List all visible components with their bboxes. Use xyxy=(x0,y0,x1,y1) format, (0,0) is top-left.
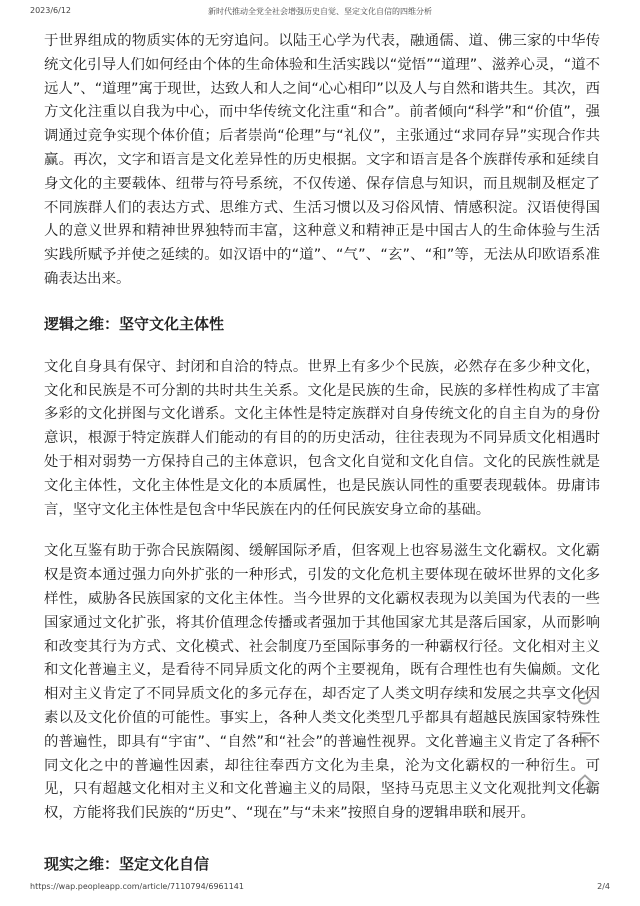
print-title: 新时代推动全党全社会增强历史自觉、坚定文化自信的四维分析 xyxy=(208,7,432,16)
article-paragraph: 文化互鉴有助于弥合民族隔阂、缓解国际矛盾，但客观上也容易滋生文化霸权。文化霸权是资本通过强力向外扩张的一种形式，引发的文化危机主要体现在破坏世界的文化多样性，威胁各民族国家的文化主体性。当今世界的文化霸权表现为以美国为代表的一些国家通过文化扩张，将其价值理念传播或者强加于其他国家尤其是落后国家，从而影响和改变其行为方式、文化模式、社会制度乃至国际事务的一种霸权行径。文化相对主义和文化普遍主义，是看待不同异质文化的两个主要视角，既有合理性也有失偏颇。文化相对主义肯定了不同异质文化的多元存在，却否定了人类文明存续和发展之共享文化因素以及文化价值的可能性。事实上，各种人类文化类型几乎都具有超越民族国家特殊性的普遍性，即具有“宇宙”、“自然”和“社会”的普遍性视界。文化普遍主义肯定了各种不同文化之中的普遍性因素，却往往奉西方文化为圭臬，沦为文化霸权的一种衍生。可见，只有超越文化相对主义和文化普遍主义的局限，坚持马克思主义文化观批判文化霸权，方能将我们民族的“历史”、“现在”与“未来”按照自身的逻辑串联和展开。 xyxy=(44,543,600,822)
article-paragraph: 文化自身具有保守、封闭和自洽的特点。世界上有多少个民族，必然存在多少种文化，文化和民族是不可分割的共时共生关系。文化是民族的生命，民族的多样性构成了丰富多彩的文化拼图与文化谱系。文化主体性是特定族群对自身传统文化的自主自为的身份意识，根源于特定族群人们能动的有目的的历史活动，往往表现为不同异质文化相遇时处于相对弱势一方保持自己的主体意识，包含文化自觉和文化自信。文化的民族性就是文化主体性，文化主体性是文化的本质属性，也是民族认同性的重要表现载体。毋庸讳言，坚守文化主体性是包含中华民族在内的任何民族安身立命的基础。 xyxy=(44,358,600,518)
floating-toolbar xyxy=(574,688,596,814)
print-footer xyxy=(0,882,640,894)
print-date: 2023/6/12 xyxy=(30,6,72,15)
page-url: https://wap.peopleapp.com/article/7110794/6961141 xyxy=(30,882,244,891)
print-header xyxy=(0,6,640,20)
section-heading-logic: 逻辑之维：坚守文化主体性 xyxy=(44,314,225,333)
back-to-top-icon[interactable] xyxy=(574,730,596,752)
page-number: 2/4 xyxy=(597,882,610,891)
article-paragraph: 于世界组成的物质实体的无穷追问。以陆王心学为代表，融通儒、道、佛三家的中华传统文化引导人们如何经由个体的生命体验和生活实践以“觉悟”“道理”、滋养心灵，“道不远人”、“道理”寓于现世，达致人和人之间“心心相印”以及人与自然和谐共生。其次，西方文化注重以自我为中心，而中华传统文化注重“和合”。前者倾向“科学”和“价值”，强调通过竞争实现个体价值；后者崇尚“伦理”与“礼仪”，主张通过“求同存异”实现合作共赢。再次，文字和语言是文化差异性的历史根据。文字和语言是各个族群传承和延续自身文化的主要载体、纽带与符号系统，不仅传递、保存信息与知识，而且规制及框定了不同族群人们的表达方式、思维方式、生活习惯以及习俗风情、情感积淀。汉语使得国人的意义世界和精神世界独特而丰富，这种意义和精神正是中国古人的生命体验与生活实践所赋予并使之延续的。如汉语中的“道”、“气”、“玄”、“和”等，无法从印欧语系准确表达出来。 xyxy=(44,33,600,287)
refresh-icon[interactable] xyxy=(574,688,596,710)
home-icon[interactable] xyxy=(574,772,596,794)
article-body xyxy=(44,30,600,876)
section-heading-reality: 现实之维：坚定文化自信 xyxy=(44,854,210,873)
